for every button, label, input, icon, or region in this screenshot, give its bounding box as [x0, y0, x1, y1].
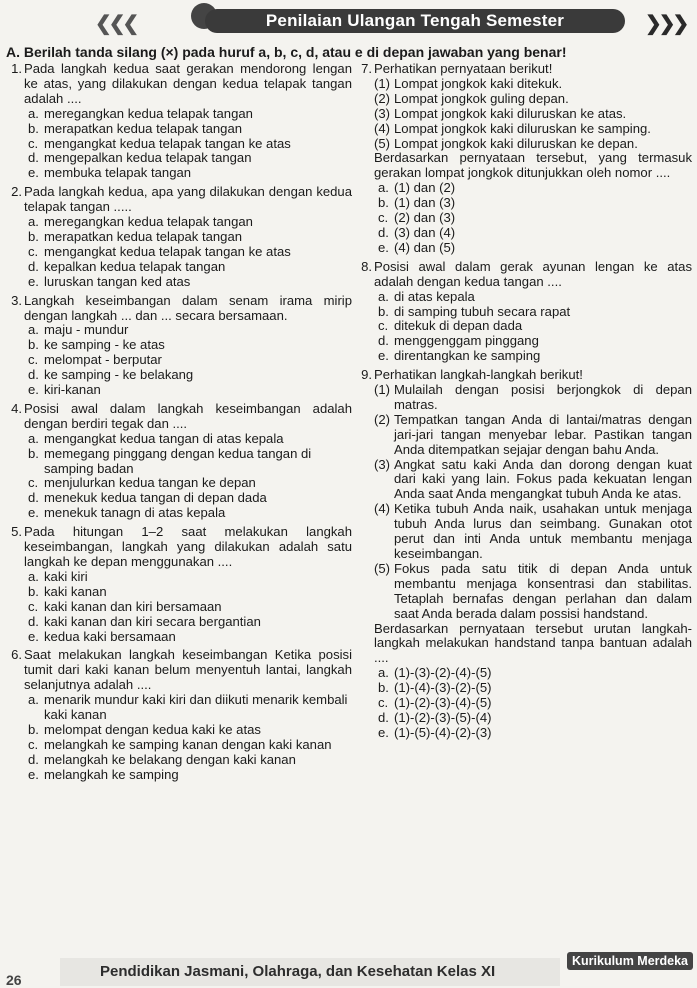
statement-item — [374, 502, 692, 562]
option-letter: c. — [378, 210, 389, 226]
option-text: (2) dan (3) — [394, 210, 456, 226]
option-text: di atas kepala — [394, 288, 475, 304]
answer-option[interactable] — [24, 338, 352, 353]
answer-option[interactable] — [24, 107, 352, 122]
option-text: melangkah ke samping kanan dengan kaki kanan — [44, 736, 332, 752]
curriculum-badge: Kurikulum Merdeka — [567, 952, 693, 970]
statement-number: (4) — [374, 501, 391, 517]
option-letter: d. — [28, 613, 39, 629]
question-stem: Posisi awal dalam langkah keseimbangan adalah dengan berdiri tegak dan .... — [24, 400, 352, 431]
option-text: kaki kanan dan kiri bersamaan — [44, 598, 222, 614]
option-text: (1) dan (2) — [394, 180, 456, 196]
option-text: melompat - berputar — [44, 352, 162, 368]
statement-text: Lompat jongkok guling depan. — [394, 90, 569, 106]
answer-option[interactable] — [374, 290, 692, 305]
section-instruction: A. Berilah tanda silang (×) pada huruf a, b, c, d, atau e di depan jawaban yang benar! — [6, 44, 567, 60]
option-letter: c. — [378, 318, 389, 334]
answer-option[interactable] — [374, 181, 692, 196]
option-text: (1)-(2)-(3)-(5)-(4) — [394, 709, 492, 725]
option-text: melompat dengan kedua kaki ke atas — [44, 721, 261, 737]
question-stem: Posisi awal dalam gerak ayunan lengan ke atas adalah dengan kedua tangan .... — [374, 258, 692, 289]
book-title: Pendidikan Jasmani, Olahraga, dan Kesehatan Kelas XI — [100, 963, 496, 980]
option-text: mengangkat kedua tangan di atas kepala — [44, 430, 284, 446]
question-follow-up: Berdasarkan pernyataan tersebut urutan langkah-langkah melakukan handstand tanpa bantuan adalah .... — [374, 620, 692, 666]
answer-option[interactable] — [24, 245, 352, 260]
option-text: menarik mundur kaki kiri dan diikuti menarik kembali kaki kanan — [44, 692, 348, 723]
option-letter: a. — [378, 180, 389, 196]
question-item — [2, 402, 352, 521]
option-letter: d. — [28, 751, 39, 767]
option-letter: b. — [28, 445, 39, 461]
option-letter: b. — [378, 303, 389, 319]
option-letter: d. — [28, 150, 39, 166]
option-letter: e. — [28, 505, 39, 521]
option-text: ke samping - ke belakang — [44, 367, 194, 383]
option-letter: e. — [28, 628, 39, 644]
option-text: kaki kiri — [44, 568, 88, 584]
answer-option[interactable] — [24, 585, 352, 600]
option-text: kepalkan kedua telapak tangan — [44, 258, 226, 274]
answer-option[interactable] — [24, 723, 352, 738]
option-text: merapatkan kedua telapak tangan — [44, 228, 243, 244]
statement-number: (5) — [374, 560, 391, 576]
answer-option[interactable] — [24, 630, 352, 645]
answer-option[interactable] — [24, 368, 352, 383]
chevron-left-decoration-icon: ❮❮❮ — [95, 13, 137, 35]
header-banner — [95, 3, 685, 35]
answer-option[interactable] — [374, 696, 692, 711]
option-letter: c. — [28, 475, 39, 491]
answer-option[interactable] — [24, 353, 352, 368]
option-text: direntangkan ke samping — [394, 348, 541, 364]
option-text: menekuk kedua tangan di depan dada — [44, 490, 267, 506]
statement-number: (1) — [374, 382, 391, 398]
option-text: memegang pinggang dengan kedua tangan di samping badan — [44, 445, 312, 476]
option-text: ditekuk di depan dada — [394, 318, 523, 334]
answer-option[interactable] — [374, 726, 692, 741]
page-footer — [0, 950, 697, 987]
question-item — [352, 368, 692, 741]
answer-option[interactable] — [24, 432, 352, 447]
answer-option[interactable] — [24, 166, 352, 181]
question-item — [2, 525, 352, 644]
statement-item — [374, 383, 692, 413]
statement-number: (2) — [374, 411, 391, 427]
option-letter: b. — [28, 721, 39, 737]
answer-option[interactable] — [24, 491, 352, 506]
answer-option[interactable] — [24, 693, 352, 723]
question-item — [2, 294, 352, 398]
question-stem: Pada langkah kedua, apa yang dilakukan dengan kedua telapak tangan ..... — [24, 184, 352, 215]
answer-option[interactable] — [24, 137, 352, 152]
answer-option[interactable] — [24, 600, 352, 615]
option-text: di samping tubuh secara rapat — [394, 303, 571, 319]
question-number: 6. — [11, 647, 22, 663]
option-text: menggenggam pinggang — [394, 333, 539, 349]
option-text: (1)-(3)-(2)-(4)-(5) — [394, 665, 492, 681]
option-text: melangkah ke samping — [44, 766, 179, 782]
statement-number: (3) — [374, 456, 391, 472]
question-item — [2, 62, 352, 181]
question-item — [2, 185, 352, 289]
question-number: 4. — [11, 400, 22, 416]
question-follow-up: Berdasarkan pernyataan tersebut, yang termasuk gerakan lompat jongkok ditunjukkan oleh nomor .... — [374, 150, 692, 181]
question-stem: Pada hitungan 1–2 saat melakukan langkah keseimbangan, langkah yang dilakukan adalah satu langkah ke depan menggunakan .... — [24, 524, 352, 569]
option-text: kedua kaki bersamaan — [44, 628, 176, 644]
answer-option[interactable] — [374, 666, 692, 681]
option-letter: c. — [28, 736, 39, 752]
statement-text: Lompat jongkok kaki ditekuk. — [394, 75, 563, 91]
option-text: meregangkan kedua telapak tangan — [44, 214, 253, 230]
answer-option[interactable] — [24, 230, 352, 245]
chevron-right-decoration-icon: ❯❯❯ — [645, 13, 687, 35]
question-item — [2, 648, 352, 782]
option-letter: a. — [28, 105, 39, 121]
answer-option[interactable] — [374, 319, 692, 334]
answer-option[interactable] — [24, 383, 352, 398]
answer-option[interactable] — [24, 447, 352, 477]
answer-option[interactable] — [374, 211, 692, 226]
statement-number: (1) — [374, 75, 391, 91]
statement-item — [374, 107, 692, 122]
answer-option[interactable] — [24, 122, 352, 137]
option-letter: b. — [378, 680, 389, 696]
option-letter: c. — [28, 135, 39, 151]
statement-item — [374, 413, 692, 458]
statement-item — [374, 562, 692, 622]
option-text: (1)-(5)-(4)-(2)-(3) — [394, 724, 492, 740]
answer-option[interactable] — [374, 305, 692, 320]
statement-text: Angkat satu kaki Anda dan dorong dengan kuat dari kaki yang lain. Fokus pada kekuatan lengan Anda saat Anda mengangkat tubuh Anda ke atas. — [394, 456, 692, 502]
option-text: luruskan tangan ked atas — [44, 273, 191, 289]
option-letter: a. — [378, 288, 389, 304]
option-text: membuka telapak tangan — [44, 165, 192, 181]
answer-option[interactable] — [24, 768, 352, 783]
option-letter: d. — [28, 490, 39, 506]
answer-option[interactable] — [24, 570, 352, 585]
option-letter: a. — [28, 322, 39, 338]
option-letter: c. — [28, 243, 39, 259]
option-letter: d. — [28, 258, 39, 274]
statement-item — [374, 122, 692, 137]
option-text: kaki kanan dan kiri secara bergantian — [44, 613, 261, 629]
question-number: 8. — [361, 258, 372, 274]
question-item — [352, 260, 692, 364]
option-text: (4) dan (5) — [394, 239, 456, 255]
page-title: Penilaian Ulangan Tengah Semester — [265, 11, 565, 30]
option-letter: b. — [28, 228, 39, 244]
statement-text: Fokus pada satu titik di depan Anda untuk membantu menjaga konsentrasi dan stabilitas. Tetaplah bernafas dengan perlahan dan dalam saat Anda berada dalam possisi handstand. — [394, 560, 692, 621]
statement-item — [374, 77, 692, 92]
option-letter: e. — [28, 165, 39, 181]
statement-number: (5) — [374, 135, 391, 151]
option-text: kaki kanan — [44, 583, 107, 599]
option-letter: a. — [28, 214, 39, 230]
statement-text: Lompat jongkok kaki diluruskan ke atas. — [394, 105, 627, 121]
statement-text: Mulailah dengan posisi berjongkok di depan matras. — [394, 382, 692, 412]
option-text: maju - mundur — [44, 322, 129, 338]
answer-option[interactable] — [24, 215, 352, 230]
option-text: ke samping - ke atas — [44, 337, 165, 353]
answer-option[interactable] — [24, 476, 352, 491]
option-text: mengangkat kedua telapak tangan ke atas — [44, 243, 291, 259]
answer-option[interactable] — [24, 275, 352, 290]
statement-text: Lompat jongkok kaki diluruskan ke depan. — [394, 135, 638, 151]
question-stem: Perhatikan pernyataan berikut! — [374, 61, 553, 76]
statement-item — [374, 137, 692, 152]
option-letter: c. — [28, 352, 39, 368]
question-item — [352, 62, 692, 256]
statement-number: (4) — [374, 120, 391, 136]
answer-option[interactable] — [24, 753, 352, 768]
option-text: mengepalkan kedua telapak tangan — [44, 150, 252, 166]
option-text: (3) dan (4) — [394, 224, 456, 240]
answer-option[interactable] — [24, 506, 352, 521]
option-text: merapatkan kedua telapak tangan — [44, 120, 243, 136]
statement-text: Lompat jongkok kaki diluruskan ke samping. — [394, 120, 651, 136]
question-number: 9. — [361, 367, 372, 383]
question-number: 7. — [361, 61, 372, 76]
answer-option[interactable] — [374, 241, 692, 256]
left-column — [2, 62, 352, 787]
question-number: 1. — [11, 61, 22, 76]
option-letter: d. — [378, 709, 389, 725]
option-letter: e. — [28, 382, 39, 398]
option-text: kiri-kanan — [44, 382, 101, 398]
option-letter: a. — [28, 692, 39, 708]
option-letter: e. — [378, 239, 389, 255]
answer-option[interactable] — [374, 681, 692, 696]
option-letter: c. — [378, 695, 389, 711]
question-number: 2. — [11, 184, 22, 200]
option-text: menekuk tanagn di atas kepala — [44, 505, 226, 521]
statement-item — [374, 92, 692, 107]
answer-option[interactable] — [374, 226, 692, 241]
answer-option[interactable] — [24, 151, 352, 166]
option-letter: d. — [378, 224, 389, 240]
option-letter: b. — [28, 120, 39, 136]
question-number: 5. — [11, 524, 22, 540]
option-letter: a. — [28, 430, 39, 446]
answer-option[interactable] — [24, 260, 352, 275]
page-number: 26 — [6, 972, 22, 988]
option-text: (1) dan (3) — [394, 195, 456, 211]
option-letter: a. — [378, 665, 389, 681]
question-stem: Pada langkah kedua saat gerakan mendorong lengan ke atas, yang dilakukan dengan kedua telapak tangan adalah .... — [24, 61, 352, 106]
option-letter: b. — [28, 337, 39, 353]
question-number: 3. — [11, 292, 22, 308]
option-text: (1)-(4)-(3)-(2)-(5) — [394, 680, 492, 696]
question-stem: Perhatikan langkah-langkah berikut! — [374, 367, 583, 383]
option-text: (1)-(2)-(3)-(4)-(5) — [394, 695, 492, 711]
option-text: meregangkan kedua telapak tangan — [44, 105, 253, 121]
option-letter: c. — [28, 598, 39, 614]
answer-option[interactable] — [374, 196, 692, 211]
option-letter: e. — [28, 766, 39, 782]
option-letter: d. — [28, 367, 39, 383]
answer-option[interactable] — [374, 711, 692, 726]
question-stem: Saat melakukan langkah keseimbangan Ketika posisi tumit dari kaki kanan belum menyentuh lantai, langkah selanjutnya adalah .... — [24, 647, 352, 693]
answer-option[interactable] — [24, 615, 352, 630]
answer-option[interactable] — [24, 323, 352, 338]
option-text: melangkah ke belakang dengan kaki kanan — [44, 751, 296, 767]
right-column — [352, 62, 692, 745]
option-letter: e. — [28, 273, 39, 289]
statement-text: Ketika tubuh Anda naik, usahakan untuk menjaga tubuh Anda lurus dan seimbang. Gunakan otot perut dan inti Anda untuk membantu menjaga keseimbangan. — [394, 501, 692, 561]
question-stem: Langkah keseimbangan dalam senam irama mirip dengan langkah ... dan ... secara bersamaan. — [24, 292, 352, 323]
option-text: mengangkat kedua telapak tangan ke atas — [44, 135, 291, 151]
option-letter: e. — [378, 348, 389, 364]
option-letter: d. — [378, 333, 389, 349]
answer-option[interactable] — [24, 738, 352, 753]
option-text: menjulurkan kedua tangan ke depan — [44, 475, 256, 491]
answer-option[interactable] — [374, 349, 692, 364]
option-letter: a. — [28, 568, 39, 584]
option-letter: e. — [378, 724, 389, 740]
statement-item — [374, 458, 692, 503]
statement-number: (2) — [374, 90, 391, 106]
option-letter: b. — [378, 195, 389, 211]
option-letter: b. — [28, 583, 39, 599]
answer-option[interactable] — [374, 334, 692, 349]
statement-number: (3) — [374, 105, 391, 121]
statement-text: Tempatkan tangan Anda di lantai/matras dengan jari-jari tangan menyebar lebar. Pastikan tangan Anda ditempatkan sejajar dengan bahu Anda. — [394, 411, 692, 457]
